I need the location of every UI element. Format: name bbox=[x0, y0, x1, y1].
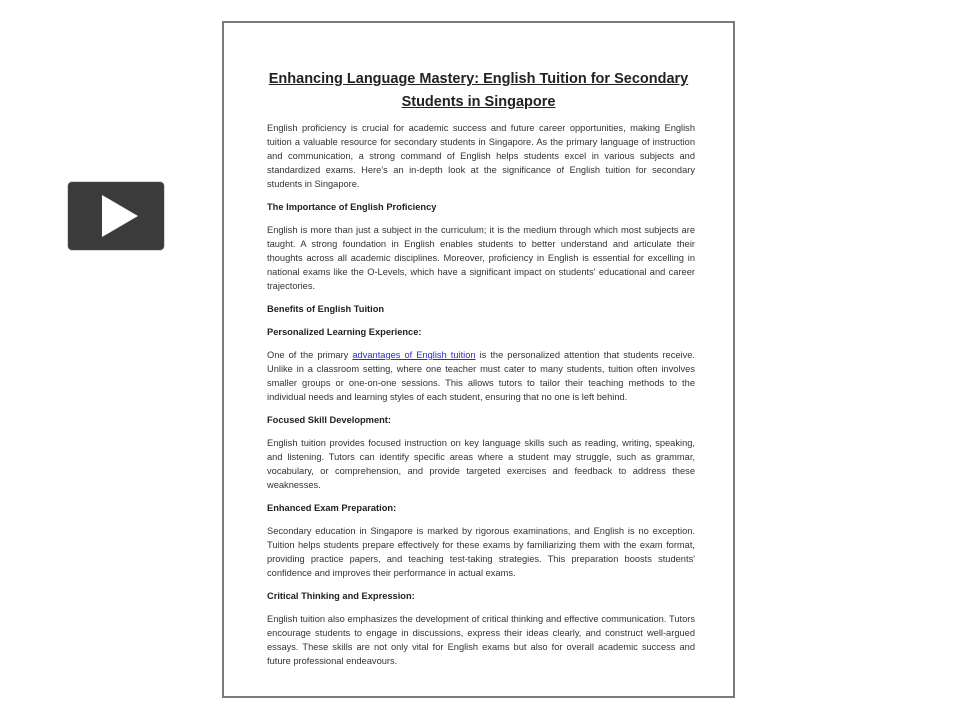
document-body bbox=[267, 121, 695, 677]
personalized-learning-paragraph bbox=[267, 348, 695, 404]
paragraph-text: One of the primary bbox=[267, 350, 353, 360]
intro-paragraph: English proficiency is crucial for academic success and future career opportunities, making English tuition a valuable resource for secondary students in Singapore. As the primary language of instruction and communication, a strong command of English helps students excel in various subjects and standardized exams. Here’s an in-depth look at the significance of English tuition for secondary students in Singapore. bbox=[267, 123, 695, 189]
critical-thinking-paragraph: English tuition also emphasizes the development of critical thinking and effective communication. Tutors encourage students to engage in discussions, express their ideas clearly, and construct well-argued essays. These skills are not only vital for English exams but also for overall academic success and future professional endeavours. bbox=[267, 614, 695, 666]
importance-paragraph: English is more than just a subject in the curriculum; it is the medium through which most subjects are taught. A strong foundation in English enables students to better understand and articulate their thoughts across all academic disciplines. Moreover, proficiency in English is essential for excelling in national exams like the O-Levels, which have a significant impact on students' educational and career trajectories. bbox=[267, 225, 695, 291]
exam-preparation-paragraph: Secondary education in Singapore is marked by rigorous examinations, and English is no exception. Tuition helps students prepare effectively for these exams by familiarizing them with the exam format, providing practice papers, and teaching test-taking strategies. This preparation boosts students' confidence and improves their performance in actual exams. bbox=[267, 526, 695, 578]
advantages-link[interactable]: advantages of English tuition bbox=[352, 350, 476, 360]
document-title bbox=[224, 68, 733, 114]
play-button[interactable] bbox=[68, 182, 164, 250]
document-page bbox=[222, 21, 735, 698]
paragraph-text: is the personalized attention that students receive. Unlike in a classroom setting, where one teacher must cater to many students, tuition often involves smaller groups or one-on-one sessions. This allows tutors to tailor their teaching methods to the individual needs and learning styles of each student, ensuring that no one is left behind. bbox=[267, 350, 695, 402]
subheading-personalized-learning: Personalized Learning Experience: bbox=[267, 327, 422, 337]
subheading-focused-skill: Focused Skill Development: bbox=[267, 415, 391, 425]
section-heading-importance: The Importance of English Proficiency bbox=[267, 202, 437, 212]
play-triangle-icon bbox=[68, 182, 164, 250]
subheading-critical-thinking: Critical Thinking and Expression: bbox=[267, 591, 415, 601]
section-heading-benefits: Benefits of English Tuition bbox=[267, 304, 385, 314]
focused-skill-paragraph: English tuition provides focused instruction on key language skills such as reading, writing, speaking, and listening. Tutors can identify specific areas where a student may struggle, such as grammar, vocabulary, or comprehension, and provide targeted exercises and feedback to address these weaknesses. bbox=[267, 438, 695, 490]
subheading-exam-preparation: Enhanced Exam Preparation: bbox=[267, 503, 397, 513]
title-line-2: Students in Singapore bbox=[401, 94, 556, 110]
title-line-1: Enhancing Language Mastery: English Tuition for Secondary bbox=[268, 71, 689, 87]
